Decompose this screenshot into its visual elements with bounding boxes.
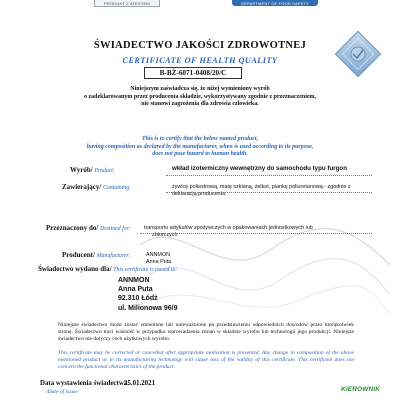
validity-note-english: This certificate may be corrected or cancelled after appropriate motivation is presented. Any change in composition of the above mentioned product or in its manufacturing technology will cause loss of the validity of this certificate. This certificate does not concern the functional characteristics of the product. bbox=[58, 350, 354, 370]
department-badge: DEPARTMENT OF FOOD SAFETY bbox=[232, 0, 318, 6]
validity-note: Niniejsze świadectwo może zostać zmienione lub unieważnione po przedstawieniu odpowiednich dowodów przez którąkolwiek stronę. Świadectwo traci ważność w przypadku wprowadzenia zmian w składzie wyrobu lub technologii jego produkcji. Niniejsze świadectwo nie dotyczy cech użytkowych wyrobu. bbox=[58, 322, 354, 342]
product-underline bbox=[166, 175, 372, 176]
contains-value: żywicę poliestrową, matę szklaną, żelkot, piankę poliuretanową - zgodnie z deklaracją producenta bbox=[172, 184, 351, 197]
destined-value: transportu artykułów spożywczych w opakowaniach jednostkowych lub zbiorczych bbox=[144, 225, 313, 238]
issued-for-label: Świadectwo wydano dla/ This certificate is issued to: bbox=[38, 265, 178, 273]
product-attested-badge: PRODUKT Z ATESTEM bbox=[94, 0, 160, 7]
hologram-seal-icon bbox=[331, 27, 385, 81]
certificate-title: ŚWIADECTWO JAKOŚCI ZDROWOTNEJ bbox=[93, 40, 307, 51]
certificate-number: B-BŻ-6071-0408/20/C bbox=[144, 67, 242, 79]
destined-underline bbox=[140, 233, 372, 234]
issue-date-label: Data wystawienia świadectwa: bbox=[40, 380, 130, 387]
contains-label: Zawierający/ Containing: bbox=[62, 183, 132, 191]
contains-underline bbox=[166, 192, 372, 193]
product-label: Wyrób/ Product: bbox=[70, 166, 115, 174]
product-value: wkład izotermiczny wewnętrzny do samochodu typu furgon bbox=[172, 165, 347, 172]
intro-statement-english: This is to certify that the below named product, having composition as declared by the manufacturer, when is used according to its purpose, does not pose hazard to human health. bbox=[86, 136, 314, 158]
issued-for-address: ANNMON Anna Puta 92.310 Łódź ul. Milionowa 96/9 bbox=[118, 277, 178, 312]
issue-date-label-english: /Date of issue/ bbox=[46, 389, 79, 395]
intro-statement: Niniejszym zaświadcza się, że niżej wymieniony wyrób o zadeklarowanym przez producenta składzie, wykorzystywany zgodnie z przeznaczeniem, nie stanowi zagrożenia dla zdrowia człowieka. bbox=[83, 86, 317, 108]
producent-value: ANNMON Anna Puta bbox=[146, 252, 172, 265]
certificate-title-english: CERTIFICATE OF HEALTH QUALITY bbox=[122, 56, 278, 65]
supervisor-stamp-logo: KIEROWNIK bbox=[341, 386, 381, 393]
producent-label: Producent/ Manufacturer: bbox=[62, 251, 131, 259]
issue-date-value: 25.01.2021 bbox=[124, 380, 156, 387]
destined-label: Przeznaczony do/ Destined for: bbox=[46, 224, 131, 232]
